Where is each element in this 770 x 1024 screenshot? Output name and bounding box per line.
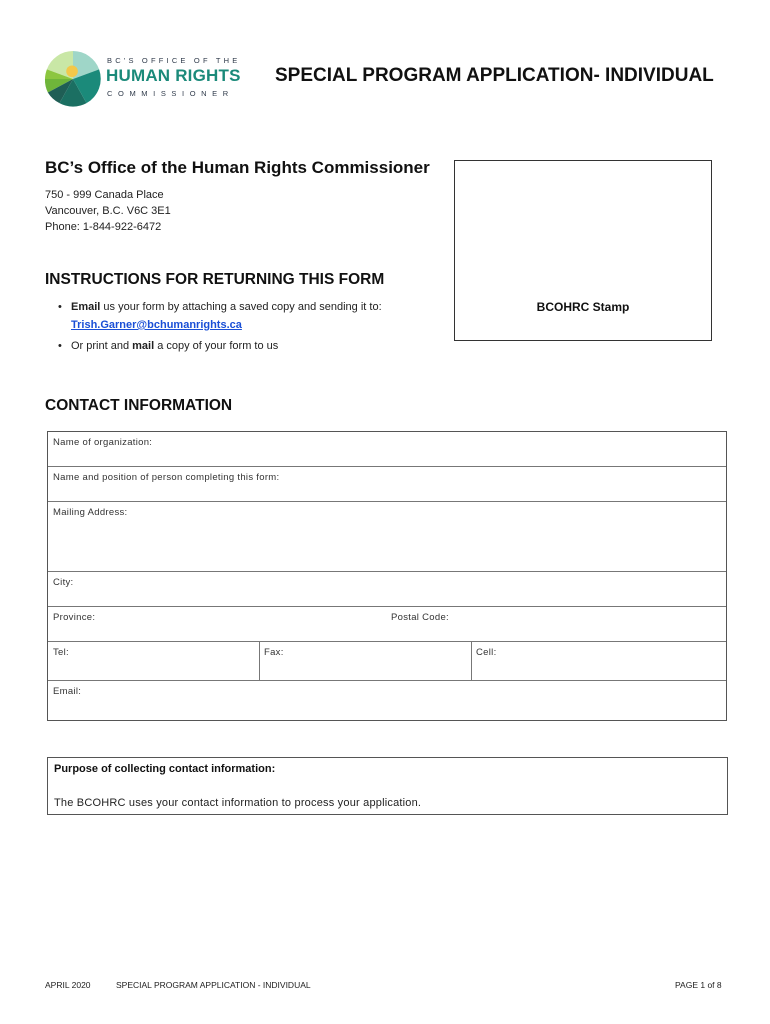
logo-line-3: COMMISSIONER xyxy=(107,89,234,98)
contact-form-table xyxy=(47,431,727,721)
office-phone: Phone: 1-844-922-6472 xyxy=(45,221,162,233)
person-label: Name and position of person completing this form: xyxy=(53,472,280,483)
purpose-box xyxy=(47,757,728,815)
organization-field[interactable] xyxy=(48,432,726,467)
instruction-mail-bold: mail xyxy=(132,340,155,352)
footer-date: APRIL 2020 xyxy=(45,980,91,990)
email-field[interactable] xyxy=(48,681,726,720)
address-line-1: 750 - 999 Canada Place xyxy=(45,189,164,201)
divider xyxy=(471,642,472,680)
office-name: BC’s Office of the Human Rights Commissioner xyxy=(45,158,430,177)
person-field[interactable] xyxy=(48,467,726,502)
stamp-label: BCOHRC Stamp xyxy=(536,300,630,314)
address-line-2: Vancouver, B.C. V6C 3E1 xyxy=(45,205,171,217)
phone-row[interactable] xyxy=(48,642,726,681)
contact-email-link[interactable]: Trish.Garner@bchumanrights.ca xyxy=(71,319,242,331)
instruction-email-bold: Email xyxy=(71,301,101,313)
purpose-text: The BCOHRC uses your contact information to process your application. xyxy=(54,797,422,809)
bullet-icon: • xyxy=(58,340,62,352)
tel-label: Tel: xyxy=(53,647,69,658)
contact-heading: CONTACT INFORMATION xyxy=(45,397,233,414)
city-field[interactable] xyxy=(48,572,726,607)
instruction-mail-item xyxy=(71,340,278,352)
instruction-mail-text: a copy of your form to us xyxy=(154,340,279,352)
mailing-address-label: Mailing Address: xyxy=(53,507,128,518)
bullet-icon: • xyxy=(58,301,62,313)
province-label: Province: xyxy=(53,612,96,623)
divider xyxy=(259,642,260,680)
email-label: Email: xyxy=(53,686,82,697)
logo-line-1: BC'S OFFICE OF THE xyxy=(107,56,241,65)
logo-sun xyxy=(66,65,78,77)
cell-label: Cell: xyxy=(476,647,497,658)
fax-label: Fax: xyxy=(264,647,284,658)
footer-doc-name: SPECIAL PROGRAM APPLICATION - INDIVIDUAL xyxy=(116,980,311,990)
bcohrc-logo xyxy=(44,50,102,108)
footer-page-number: PAGE 1 of 8 xyxy=(675,980,722,990)
city-label: City: xyxy=(53,577,74,588)
document-title: SPECIAL PROGRAM APPLICATION- INDIVIDUAL xyxy=(275,65,714,86)
instruction-mail-pre: Or print and xyxy=(71,340,133,352)
stamp-box xyxy=(454,160,712,341)
logo-line-2: HUMAN RIGHTS xyxy=(106,66,241,85)
instructions-heading: INSTRUCTIONS FOR RETURNING THIS FORM xyxy=(45,271,385,288)
purpose-title: Purpose of collecting contact information: xyxy=(54,763,276,775)
postal-code-label: Postal Code: xyxy=(391,612,449,623)
province-postal-row[interactable] xyxy=(48,607,726,642)
mailing-address-field[interactable] xyxy=(48,502,726,572)
organization-label: Name of organization: xyxy=(53,437,153,448)
instruction-email-item xyxy=(71,301,382,313)
instruction-email-text: us your form by attaching a saved copy and sending it to: xyxy=(100,301,382,313)
